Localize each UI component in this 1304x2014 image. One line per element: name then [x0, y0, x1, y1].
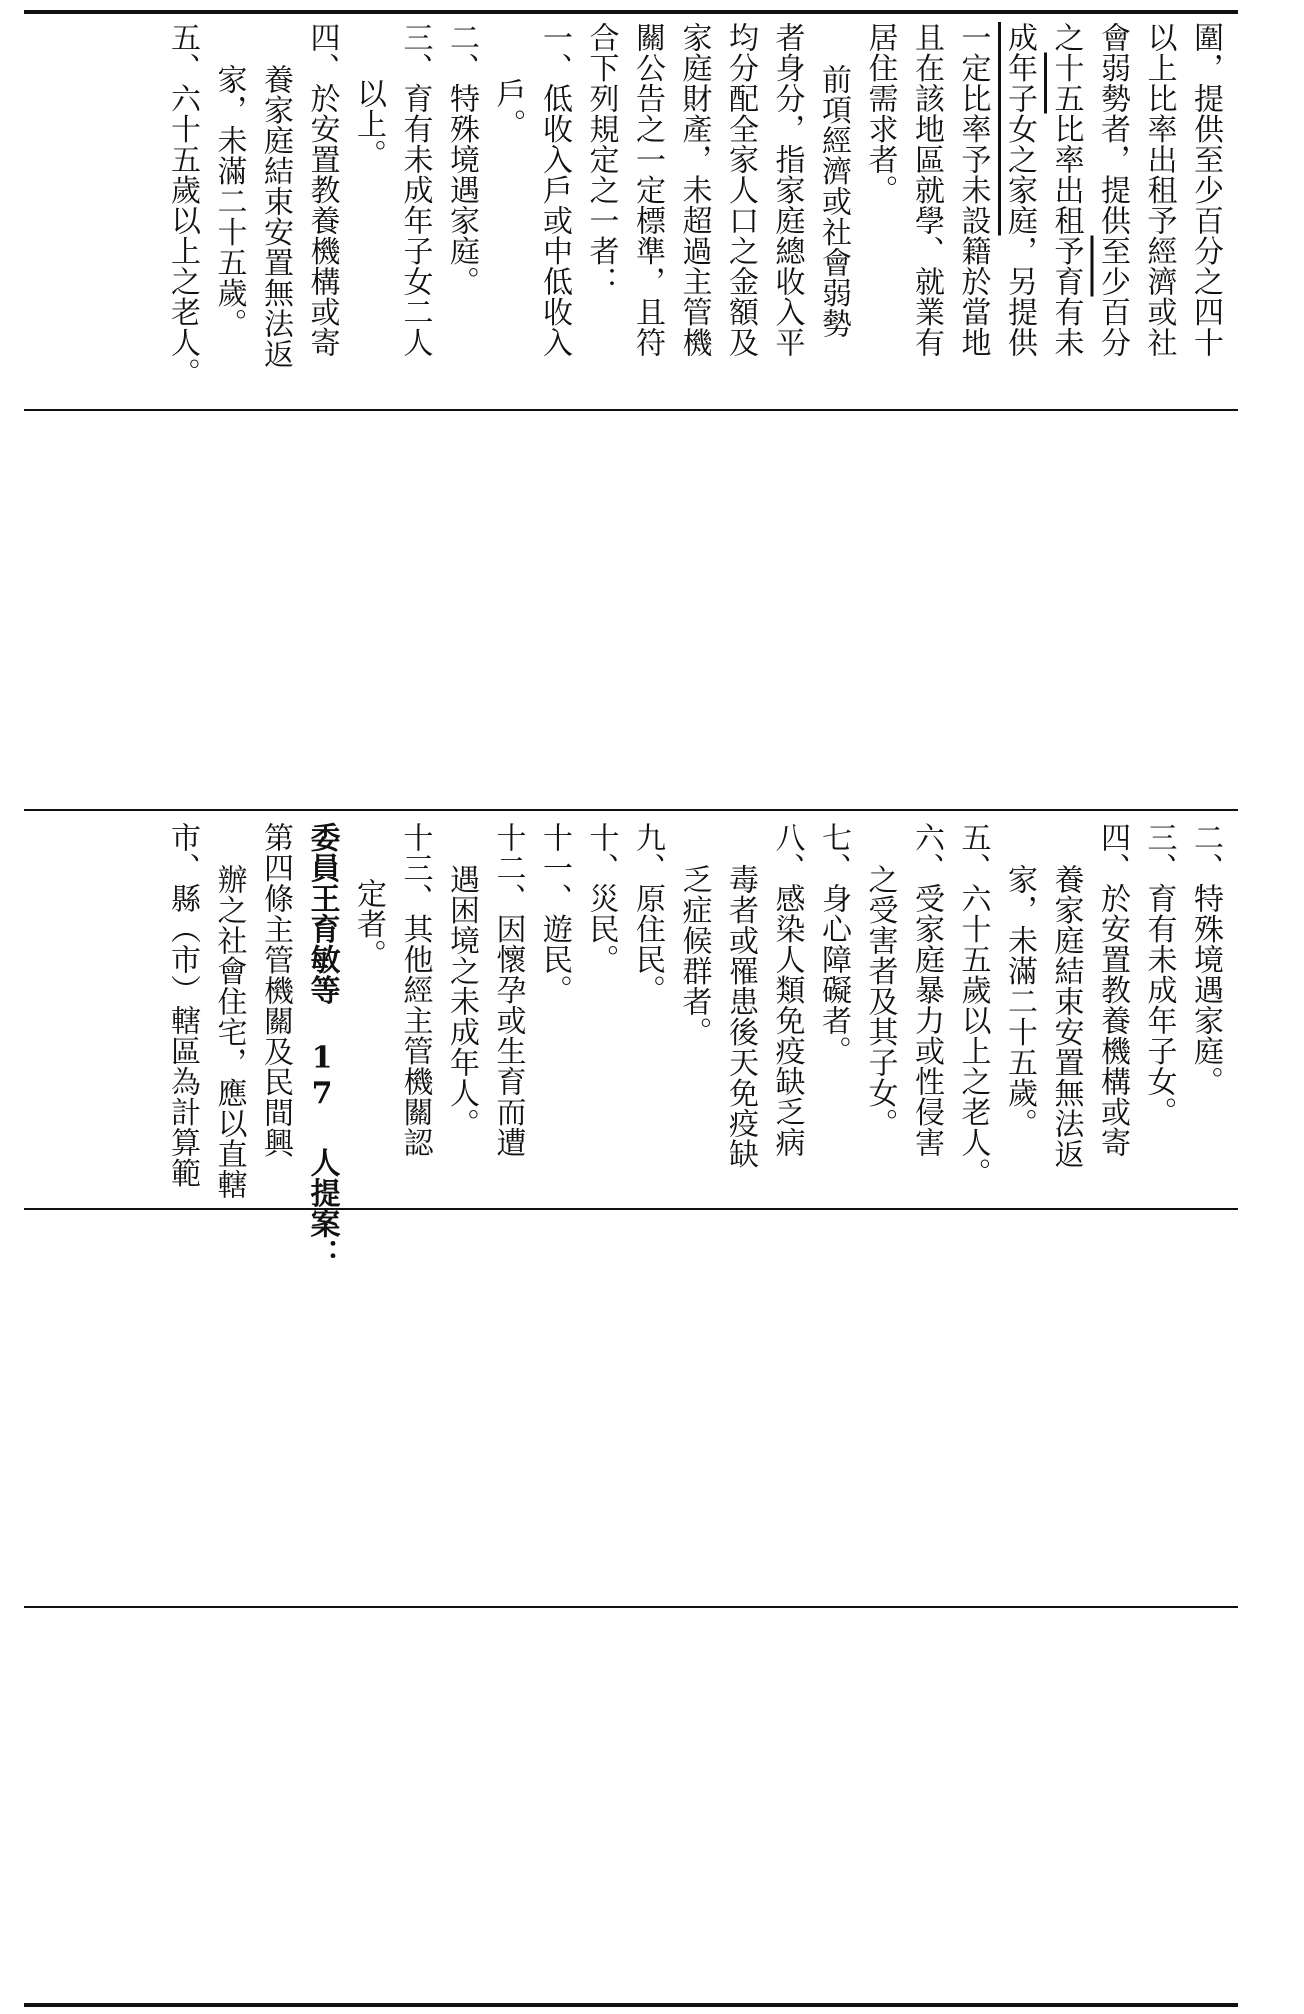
text-line [949, 22, 996, 406]
text-line [810, 822, 857, 1206]
text-segment: 二、特殊境遇家庭。 [1188, 822, 1223, 1097]
text-segment: 三、育有未成年子女。 [1141, 822, 1177, 1127]
text-line [531, 22, 578, 406]
text-line [391, 822, 438, 1206]
text-segment: 以上比率出租予經濟或社 [1141, 22, 1177, 358]
text-segment: 遇困境之未成年人。 [444, 864, 479, 1139]
panel-top [24, 22, 1238, 406]
text-segment: 合下列規定之一者： [583, 22, 619, 297]
text-line [856, 22, 903, 406]
text-line [484, 22, 531, 406]
text-line [205, 822, 252, 1206]
text-segment: 百分 [1095, 296, 1130, 358]
panel-empty-3 [24, 1610, 1238, 2000]
text-line [577, 22, 624, 406]
text-line [531, 822, 578, 1206]
text-line [159, 22, 206, 406]
panel-empty-2 [24, 1212, 1238, 1604]
text-segment: 以上。 [351, 78, 386, 170]
text-segment: 乏症候群者。 [676, 864, 712, 1047]
panel-middle [24, 822, 1238, 1269]
text-line [484, 822, 531, 1206]
text-segment: 比率出租予育有未 [1048, 113, 1084, 358]
text-segment: 且在該地區就學、就業有 [909, 22, 944, 358]
text-segment: 之受害者及其子女。 [862, 864, 898, 1139]
bottom-rule [24, 2003, 1238, 2007]
text-line [903, 822, 950, 1206]
text-segment: 三、育有未成年子女二人 [397, 22, 433, 358]
text-segment: 委員王育敏等 17 人提案： [304, 822, 340, 1269]
underlined-text: 成年子女之家庭 [1002, 22, 1037, 236]
text-segment: 十一、遊民。 [537, 822, 572, 1005]
text-segment: 定者。 [351, 878, 386, 970]
text-line [670, 822, 717, 1206]
text-line [996, 22, 1043, 406]
text-segment: 圍，提供至少百分之四十 [1188, 22, 1223, 358]
text-segment: 十二、因懷孕或生育而遭 [490, 822, 526, 1158]
text-segment: 十三、其他經主管機關認 [397, 822, 433, 1158]
top-rule [24, 10, 1238, 14]
text-segment: 主管機關及民間興 [258, 913, 293, 1158]
text-segment: 均分配全家人口之金額及 [723, 22, 758, 358]
text-segment: 戶。 [490, 78, 526, 139]
underlined-text: 十五 [1048, 52, 1084, 114]
text-line [205, 22, 252, 406]
text-segment: 九、原住民。 [630, 822, 665, 1005]
text-segment: 二、特殊境遇家庭。 [444, 22, 479, 297]
text-line [1089, 822, 1136, 1206]
text-line [624, 822, 671, 1206]
text-line [1182, 22, 1229, 406]
text-line [763, 822, 810, 1206]
text-line [438, 22, 485, 406]
text-segment: 八、感染人類免疫缺乏病 [769, 822, 805, 1158]
underlined-text: 至少 [1095, 235, 1130, 297]
text-line [298, 822, 345, 1269]
text-segment: 五、六十五歲以上之老人。 [955, 822, 991, 1188]
text-segment: 四、於安置教養機構或寄 [1095, 822, 1130, 1158]
text-line [1135, 22, 1182, 406]
text-line [624, 22, 671, 406]
text-line [1089, 22, 1136, 406]
text-line [763, 22, 810, 406]
text-segment: 養家庭結束安置無法返 [258, 64, 293, 369]
text-line [810, 22, 857, 406]
text-line [298, 22, 345, 406]
text-segment: 關公告之一定標準，且符 [630, 22, 665, 358]
text-segment: 市、縣（市）轄區為計算範 [165, 822, 200, 1188]
text-line [1135, 822, 1182, 1206]
text-segment: 會弱勢者，提供 [1095, 22, 1130, 236]
text-line [717, 22, 764, 406]
text-segment: 養家庭結束安置無法返 [1048, 864, 1084, 1169]
text-line [717, 822, 764, 1206]
text-segment: 四、於安置教養機構或寄 [304, 22, 340, 358]
text-line [949, 822, 996, 1206]
text-line [345, 22, 392, 406]
text-segment: 家，未滿二十五歲。 [211, 64, 247, 339]
text-line [438, 822, 485, 1206]
text-segment: 之 [1048, 22, 1084, 53]
text-line [856, 822, 903, 1206]
text-line [1042, 22, 1089, 406]
text-line [252, 22, 299, 406]
text-segment: 家，未滿二十五歲。 [1002, 864, 1037, 1139]
text-segment: 毒者或罹患後天免疫缺 [723, 864, 758, 1169]
text-line [903, 22, 950, 406]
text-segment: 一定比率予未設籍於當地 [955, 22, 991, 358]
text-segment: 前項經濟或社會弱勢 [816, 64, 851, 339]
text-line [159, 822, 206, 1206]
text-segment: 家庭財產，未超過主管機 [676, 22, 712, 358]
text-line [1042, 822, 1089, 1206]
rule-4 [24, 1606, 1238, 1608]
text-segment: 六、受家庭暴力或性侵害 [909, 822, 944, 1158]
text-segment: ，另提供 [1002, 235, 1037, 358]
text-segment: 者身分，指家庭總收入平 [769, 22, 805, 358]
text-segment: 一、低收入戶或中低收入 [537, 22, 572, 358]
text-line [1182, 822, 1229, 1206]
text-line [577, 822, 624, 1206]
text-line [391, 22, 438, 406]
text-line [345, 822, 392, 1206]
rule-2 [24, 809, 1238, 811]
text-line [670, 22, 717, 406]
rule-3 [24, 1208, 1238, 1210]
text-segment: 居住需求者。 [862, 22, 898, 205]
panel-empty-1 [24, 413, 1238, 807]
text-segment: 十、災民。 [583, 822, 619, 975]
panel-top-text [159, 22, 1229, 406]
rule-1 [24, 409, 1238, 411]
text-segment: 五、六十五歲以上之老人。 [165, 22, 200, 388]
text-segment: 第四條 [258, 822, 293, 914]
text-line [996, 822, 1043, 1206]
text-line [252, 822, 299, 1206]
text-segment: 七、身心障礙者。 [816, 822, 851, 1066]
panel-middle-text [159, 822, 1229, 1269]
text-segment: 辦之社會住宅，應以直轄 [211, 864, 247, 1200]
